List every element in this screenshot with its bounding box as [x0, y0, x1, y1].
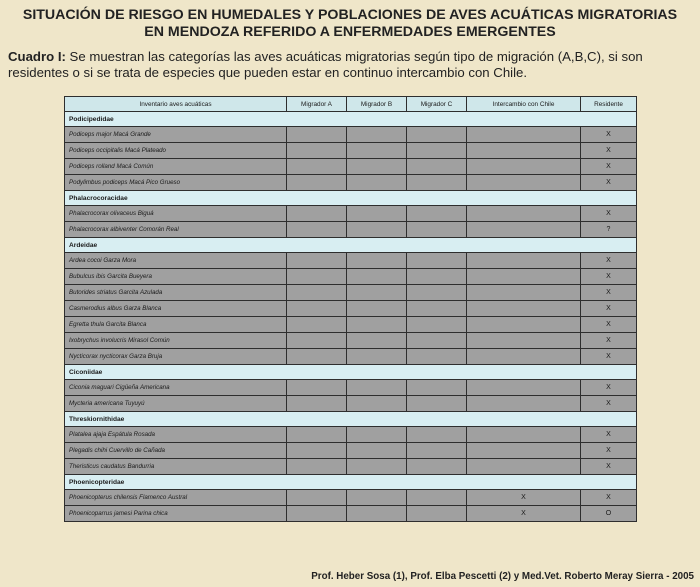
exchange-chile-cell: [467, 206, 581, 222]
species-name: Phoenicoparrus jamesi Parina chica: [65, 506, 287, 522]
migrator-a-cell: [287, 380, 347, 396]
resident-cell: X: [581, 127, 637, 143]
migrator-b-cell: [347, 222, 407, 238]
migrator-a-cell: [287, 253, 347, 269]
header-resident: Residente: [581, 97, 637, 112]
table-row: [65, 349, 637, 365]
migrator-c-cell: [407, 506, 467, 522]
migrator-b-cell: [347, 380, 407, 396]
exchange-chile-cell: [467, 253, 581, 269]
migrator-b-cell: [347, 253, 407, 269]
resident-cell: X: [581, 301, 637, 317]
migrator-a-cell: [287, 175, 347, 191]
migrator-c-cell: [407, 396, 467, 412]
migrator-c-cell: [407, 206, 467, 222]
resident-cell: X: [581, 317, 637, 333]
species-name: Ciconia maguari Cigüeña Americana: [65, 380, 287, 396]
family-name: Ardeidae: [65, 238, 637, 253]
migrator-b-cell: [347, 159, 407, 175]
table-row: [65, 222, 637, 238]
table-row: [65, 459, 637, 475]
resident-cell: X: [581, 285, 637, 301]
family-row: [65, 365, 637, 380]
table-row: [65, 317, 637, 333]
table-row: [65, 143, 637, 159]
table-row: [65, 253, 637, 269]
resident-cell: X: [581, 380, 637, 396]
table-row: [65, 159, 637, 175]
migrator-b-cell: [347, 490, 407, 506]
resident-cell: X: [581, 459, 637, 475]
table-row: [65, 269, 637, 285]
migrator-a-cell: [287, 301, 347, 317]
species-name: Ixobrychus involucris Mirasol Común: [65, 333, 287, 349]
migrator-c-cell: [407, 301, 467, 317]
resident-cell: X: [581, 490, 637, 506]
migrator-a-cell: [287, 459, 347, 475]
resident-cell: X: [581, 427, 637, 443]
migrator-a-cell: [287, 285, 347, 301]
migrator-a-cell: [287, 427, 347, 443]
exchange-chile-cell: [467, 380, 581, 396]
exchange-chile-cell: [467, 143, 581, 159]
migrator-a-cell: [287, 443, 347, 459]
exchange-chile-cell: [467, 159, 581, 175]
migrator-c-cell: [407, 253, 467, 269]
migrator-a-cell: [287, 143, 347, 159]
migrator-b-cell: [347, 427, 407, 443]
bird-inventory-table: [64, 96, 637, 522]
family-name: Podicipedidae: [65, 112, 637, 127]
exchange-chile-cell: [467, 427, 581, 443]
species-name: Phoenicopterus chilensis Flamenco Austral: [65, 490, 287, 506]
header-exchange-chile: Intercambio con Chile: [467, 97, 581, 112]
migrator-a-cell: [287, 127, 347, 143]
table-row: [65, 396, 637, 412]
exchange-chile-cell: [467, 459, 581, 475]
table-row: [65, 285, 637, 301]
migrator-c-cell: [407, 159, 467, 175]
species-name: Platalea ajaja Espátula Rosada: [65, 427, 287, 443]
table-body: [65, 112, 637, 522]
migrator-c-cell: [407, 333, 467, 349]
species-name: Bubulcus ibis Garcita Bueyera: [65, 269, 287, 285]
resident-cell: X: [581, 143, 637, 159]
migrator-b-cell: [347, 396, 407, 412]
species-name: Podiceps major Macá Grande: [65, 127, 287, 143]
species-name: Plegadis chihi Cuervillo de Cañada: [65, 443, 287, 459]
exchange-chile-cell: [467, 443, 581, 459]
table-row: [65, 506, 637, 522]
resident-cell: X: [581, 175, 637, 191]
resident-cell: X: [581, 443, 637, 459]
species-name: Phalacrocorax albiventer Comorán Real: [65, 222, 287, 238]
title-line-2: EN MENDOZA REFERIDO A ENFERMEDADES EMERGENTES: [144, 24, 556, 40]
table-row: [65, 175, 637, 191]
table-row: [65, 206, 637, 222]
table-row: [65, 127, 637, 143]
migrator-c-cell: [407, 222, 467, 238]
table-row: [65, 380, 637, 396]
species-name: Podiceps rolland Macá Común: [65, 159, 287, 175]
table-row: [65, 427, 637, 443]
migrator-c-cell: [407, 143, 467, 159]
migrator-b-cell: [347, 333, 407, 349]
resident-cell: O: [581, 506, 637, 522]
migrator-c-cell: [407, 380, 467, 396]
species-name: Podiceps occipitalis Macá Plateado: [65, 143, 287, 159]
migrator-a-cell: [287, 159, 347, 175]
resident-cell: ?: [581, 222, 637, 238]
migrator-c-cell: [407, 285, 467, 301]
exchange-chile-cell: [467, 127, 581, 143]
bird-inventory-table-wrapper: [64, 96, 636, 522]
exchange-chile-cell: [467, 269, 581, 285]
species-name: Theristicus caudatus Bandurria: [65, 459, 287, 475]
header-migrator-c: Migrador C: [407, 97, 467, 112]
caption-text: Se muestran las categorías las aves acuáticas migratorias según tipo de migración (A,B,C), si son residentes o si se trata de especies que pueden estar en continuo intercambio con Chile.: [8, 49, 643, 80]
migrator-c-cell: [407, 175, 467, 191]
migrator-c-cell: [407, 443, 467, 459]
table-row: [65, 443, 637, 459]
family-row: [65, 112, 637, 127]
resident-cell: X: [581, 253, 637, 269]
family-name: Phalacrocoracidae: [65, 191, 637, 206]
species-name: Podylimbus podiceps Macá Pico Grueso: [65, 175, 287, 191]
exchange-chile-cell: [467, 222, 581, 238]
migrator-a-cell: [287, 317, 347, 333]
exchange-chile-cell: X: [467, 490, 581, 506]
migrator-b-cell: [347, 175, 407, 191]
species-name: Ardea cocoi Garza Mora: [65, 253, 287, 269]
migrator-b-cell: [347, 301, 407, 317]
authors-footer: Prof. Heber Sosa (1), Prof. Elba Pescetti (2) y Med.Vet. Roberto Meray Sierra - 2005: [311, 571, 694, 582]
species-name: Egretta thula Garcita Blanca: [65, 317, 287, 333]
table-header-row: [65, 97, 637, 112]
species-name: Casmerodius albus Garza Blanca: [65, 301, 287, 317]
migrator-a-cell: [287, 349, 347, 365]
species-name: Butorides striatus Garcita Azulada: [65, 285, 287, 301]
migrator-a-cell: [287, 206, 347, 222]
title-line-1: SITUACIÓN DE RIESGO EN HUMEDALES Y POBLACIONES DE AVES ACUÁTICAS MIGRATORIAS: [22, 7, 678, 23]
exchange-chile-cell: [467, 333, 581, 349]
exchange-chile-cell: X: [467, 506, 581, 522]
header-migrator-a: Migrador A: [287, 97, 347, 112]
species-name: Nycticorax nycticorax Garza Bruja: [65, 349, 287, 365]
family-name: Ciconiidae: [65, 365, 637, 380]
exchange-chile-cell: [467, 396, 581, 412]
resident-cell: X: [581, 396, 637, 412]
family-row: [65, 412, 637, 427]
migrator-b-cell: [347, 459, 407, 475]
exchange-chile-cell: [467, 301, 581, 317]
family-name: Phoenicopteridae: [65, 475, 637, 490]
page-title: [0, 7, 700, 41]
family-row: [65, 191, 637, 206]
species-name: Phalacrocorax olivaceus Biguá: [65, 206, 287, 222]
migrator-b-cell: [347, 269, 407, 285]
exchange-chile-cell: [467, 317, 581, 333]
migrator-c-cell: [407, 490, 467, 506]
migrator-c-cell: [407, 459, 467, 475]
table-row: [65, 301, 637, 317]
migrator-c-cell: [407, 127, 467, 143]
caption-label: Cuadro I:: [8, 49, 66, 64]
migrator-c-cell: [407, 349, 467, 365]
table-row: [65, 490, 637, 506]
migrator-b-cell: [347, 127, 407, 143]
resident-cell: X: [581, 159, 637, 175]
resident-cell: X: [581, 269, 637, 285]
migrator-c-cell: [407, 317, 467, 333]
family-name: Threskiornithidae: [65, 412, 637, 427]
migrator-b-cell: [347, 506, 407, 522]
species-name: Mycteria americana Tuyuyú: [65, 396, 287, 412]
migrator-a-cell: [287, 269, 347, 285]
migrator-b-cell: [347, 349, 407, 365]
exchange-chile-cell: [467, 175, 581, 191]
migrator-b-cell: [347, 206, 407, 222]
caption: [8, 49, 696, 81]
resident-cell: X: [581, 206, 637, 222]
family-row: [65, 475, 637, 490]
table-row: [65, 333, 637, 349]
header-migrator-b: Migrador B: [347, 97, 407, 112]
migrator-a-cell: [287, 490, 347, 506]
migrator-b-cell: [347, 317, 407, 333]
family-row: [65, 238, 637, 253]
migrator-c-cell: [407, 427, 467, 443]
migrator-b-cell: [347, 285, 407, 301]
migrator-a-cell: [287, 506, 347, 522]
migrator-b-cell: [347, 443, 407, 459]
migrator-a-cell: [287, 333, 347, 349]
migrator-a-cell: [287, 396, 347, 412]
exchange-chile-cell: [467, 349, 581, 365]
migrator-a-cell: [287, 222, 347, 238]
resident-cell: X: [581, 333, 637, 349]
exchange-chile-cell: [467, 285, 581, 301]
resident-cell: X: [581, 349, 637, 365]
migrator-b-cell: [347, 143, 407, 159]
migrator-c-cell: [407, 269, 467, 285]
header-inventory: Inventario aves acuáticas: [65, 97, 287, 112]
